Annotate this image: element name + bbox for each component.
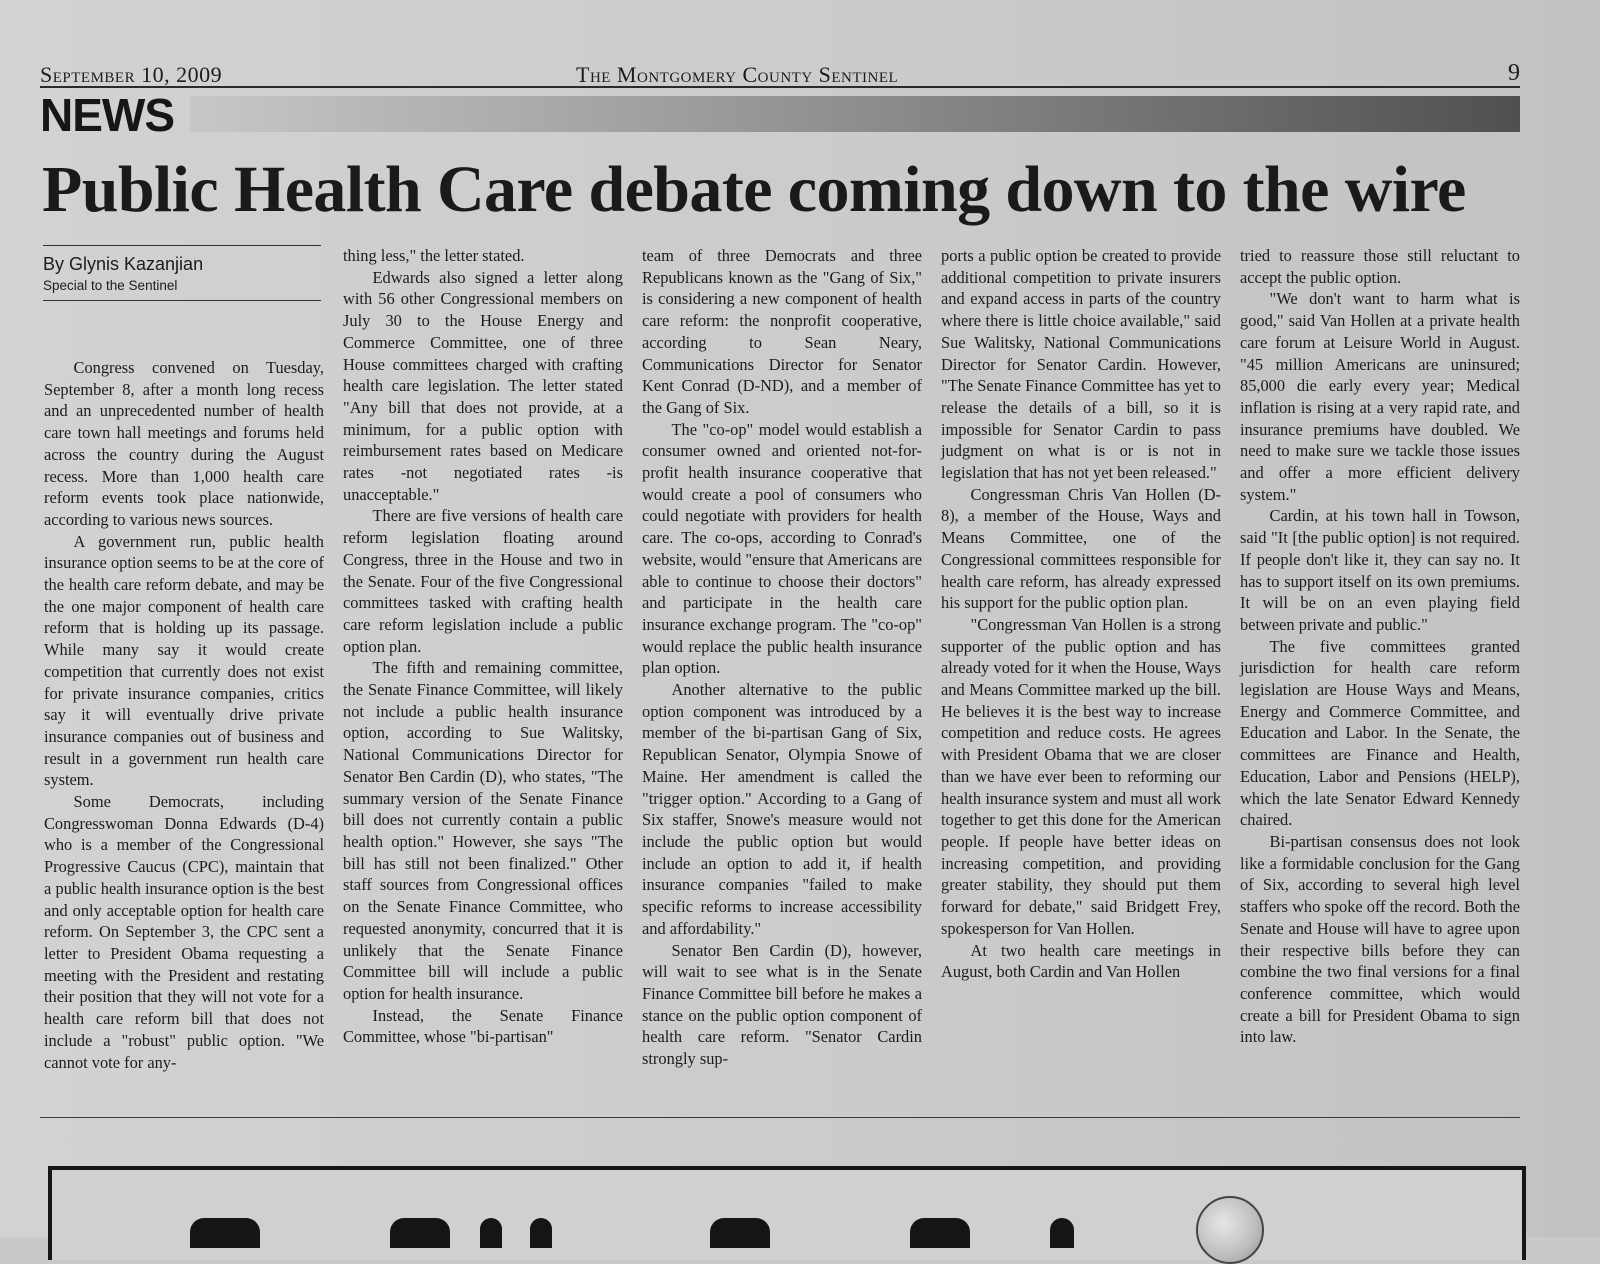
paragraph: Congressman Chris Van Hollen (D-8), a member of the House, Ways and Means Committee, one of the Congressional committees responsible for health care reform, has already expressed his support for the public option plan. [941,484,1221,613]
paragraph: Instead, the Senate Finance Committee, whose "bi-partisan" [343,1005,623,1047]
headline: Public Health Care debate coming down to the wire [42,153,1466,226]
byline-author: By Glynis Kazanjian [43,254,204,274]
paragraph: Some Democrats, including Congresswoman Donna Edwards (D-4) who is a member of the Congressional Progressive Caucus (CPC), maintain that a public health insurance option is the best and only acceptable option for health care reform. On September 3, the CPC sent a letter to President Obama requesting a meeting with the President and restating their position that they will not vote for a health care reform bill that does not include a "robust" public option. "We cannot vote for any- [44,792,324,1072]
issue-date: September 10, 2009 [40,62,223,87]
article-column-4 [941,245,1221,983]
paragraph: Another alternative to the public option component was introduced by a member of the bi-partisan Gang of Six, Republican Senator, Olympia Snowe of Maine. Her amendment is called the "trigger option." According to a Gang of Six staffer, Snowe's measure would not include the public option but would include an option to add it, if health insurance companies "failed to make specific reforms to increase accessibility and affordability." [642,680,922,938]
paragraph: A government run, public health insurance option seems to be at the core of the health care reform debate, and may be the one major component of health care reform that is holding up its passage. While many say it would create competition that currently does not exist for private insurance companies, critics say it will eventually drive private insurance companies out of business and result in a government run health care system. [44,531,324,790]
paragraph: "We don't want to harm what is good," said Van Hollen at a private health care forum at Leisure World in August. "45 million Americans are uninsured; 85,000 die early every year; Medical inflation is rising at a very rapid rate, and insurance premiums have doubled. We need to make sure we tackle those issues and offer a more efficient delivery system." [1240,289,1520,504]
paragraph: Senator Ben Cardin (D), however, will wait to see what is in the Senate Finance Committee bill before he makes a stance on the public option component of health care reform. "Senator Cardin strongly sup- [642,940,922,1069]
paragraph: There are five versions of health care reform legislation floating around Congress, three in the House and two in the Senate. Four of the five Congressional committees tasked with crafting health care reform legislation include a public option plan. [343,506,623,656]
section-label: NEWS [40,89,174,141]
paragraph: team of three Democrats and three Republicans known as the "Gang of Six," is considering a new component of health care reform: the nonprofit cooperative, according to Sean Neary, Communications Director for Senator Kent Conrad (D-ND), and a member of the Gang of Six. [642,246,922,417]
paragraph: thing less," the letter stated. [343,246,525,265]
paragraph: Bi-partisan consensus does not look like a formidable conclusion for the Gang of Six, according to several high level staffers who spoke off the record. Both the Senate and House will have to agree upon their respective bills before they can combine the two final versions for a final conference committee, which would create a bill for President Obama to sign into law. [1240,831,1520,1047]
paragraph: tried to reassure those still reluctant to accept the public option. [1240,246,1520,287]
paragraph: "Congressman Van Hollen is a strong supporter of the public option and has already voted for it when the House, Ways and Means Committee marked up the bill. He believes it is the best way to increase competition and reduce costs. He agrees with President Obama that we are closer than we have ever been to reforming our health insurance system and must all work together to get this done for the American people. If people have better ideas on increasing competition, and providing greater stability, they should put them forward for debate," said Bridgett Frey, spokesperson for Van Hollen. [941,614,1221,938]
article-column-1 [44,357,324,1073]
page-number: 9 [1508,60,1520,86]
paragraph: Congress convened on Tuesday, September 8, after a month long recess and an unprecedented number of health care town hall meetings and forums held across the country during the August recess. More than 1,000 health care reform events took place nationwide, according to various news sources. [44,358,324,529]
section-banner [40,89,1520,141]
paragraph: The "co-op" model would establish a consumer owned and oriented not-for-profit health insurance cooperative that would create a pool of consumers who could negotiate with providers for health care. The co-ops, according to Conrad's website, would "ensure that Americans are able to continue to choose their doctors" and participate in the health care insurance exchange program. The "co-op" would replace the public health insurance plan option. [642,419,922,678]
paragraph: Cardin, at his town hall in Towson, said "It [the public option] is not required. If people don't like it, they can say no. It has to support itself on its own premiums. It will be on an even playing field between private and public." [1240,506,1520,634]
article-bottom-rule [40,1117,1520,1118]
byline [43,245,321,301]
section-gradient-rule [190,96,1520,132]
article-column-5 [1240,245,1520,1048]
paragraph: Edwards also signed a letter along with 56 other Congressional members on July 30 to the House Energy and Commerce Committee, one of three House committees charged with crafting health care legislation. The letter stated "Any bill that does not provide, at a minimum, for a public option with reimbursement rates based on Medicare rates -not negotiated rates -is unacceptable." [343,267,623,504]
paragraph: At two health care meetings in August, both Cardin and Van Hollen [941,940,1221,982]
soccer-ball-icon [1196,1196,1264,1264]
advertisement-cropped-lettering [150,1206,1250,1246]
byline-role: Special to the Sentinel [43,278,178,293]
masthead [40,58,1520,88]
paragraph: The five committees granted jurisdiction for health care reform legislation are House Ways and Means, Energy and Commerce Committee, and Education and Labor. In the Senate, the committees are Finance and Health, Education, Labor and Pensions (HELP), which the late Senator Edward Kennedy chaired. [1240,636,1520,830]
article-column-3 [642,245,922,1070]
newspaper-name: The Montgomery County Sentinel [576,62,899,87]
article-column-2 [343,245,623,1048]
paragraph: ports a public option be created to provide additional competition to private insurers and expand access in parts of the country where there is little choice available," said Sue Walitsky, National Communications Director for Senator Cardin. However, "The Senate Finance Committee has yet to release the details of a bill, so it is impossible for Senator Cardin to pass judgment on what is or is not in legislation that has not yet been released." [941,246,1221,483]
paragraph: The fifth and remaining committee, the Senate Finance Committee, will likely not include a public health insurance option, according to Sue Walitsky, National Communications Director for Senator Ben Cardin (D), who states, "The summary version of the Senate Finance bill does not currently contain a public health option." However, she says "The bill has still not been finalized." Other staff sources from Congressional offices on the Senate Finance Committee, who requested anonymity, concurred that it is unlikely that the Senate Finance Committee bill will include a public option for health insurance. [343,658,623,1003]
